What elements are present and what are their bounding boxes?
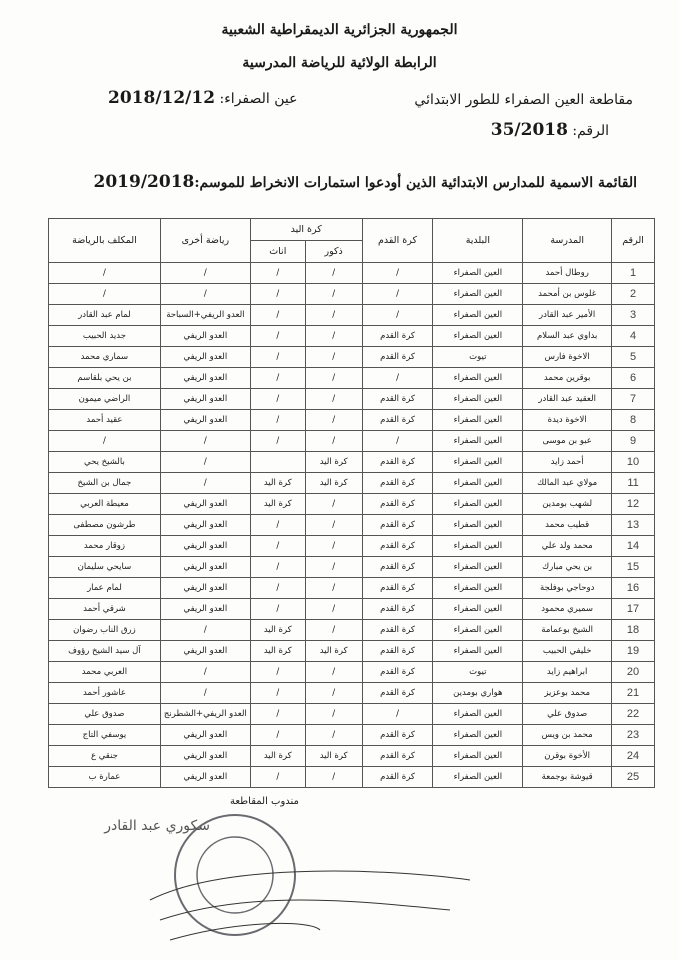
header-commune: البلدية <box>433 219 523 263</box>
cell-football: كرة القدم <box>362 515 433 536</box>
cell-num: 8 <box>612 410 655 431</box>
cell-other-sport: العدو الريفي <box>160 767 250 788</box>
cell-other-sport: / <box>160 284 250 305</box>
cell-commune: تيوت <box>433 347 523 368</box>
cell-commune: العين الصفراء <box>433 578 523 599</box>
cell-sponsor: جديد الحبيب <box>49 326 161 347</box>
header-num: الرقم <box>612 219 655 263</box>
cell-commune: العين الصفراء <box>433 368 523 389</box>
table-row <box>49 725 655 746</box>
cell-num: 12 <box>612 494 655 515</box>
cell-commune: العين الصفراء <box>433 431 523 452</box>
cell-other-sport: / <box>160 431 250 452</box>
table-row <box>49 305 655 326</box>
cell-school: لشهب بومدين <box>523 494 612 515</box>
cell-school: بداوي عبد السلام <box>523 326 612 347</box>
cell-num: 16 <box>612 578 655 599</box>
cell-commune: العين الصفراء <box>433 284 523 305</box>
cell-other-sport: العدو الريفي <box>160 725 250 746</box>
cell-sponsor: عاشور أحمد <box>49 683 161 704</box>
cell-handball-boys: / <box>305 536 362 557</box>
cell-handball-boys: / <box>305 599 362 620</box>
cell-football: كرة القدم <box>362 683 433 704</box>
cell-school: ابراهيم زايد <box>523 662 612 683</box>
cell-handball-boys: / <box>305 683 362 704</box>
cell-handball-boys: / <box>305 704 362 725</box>
cell-commune: العين الصفراء <box>433 515 523 536</box>
cell-school: محمد بوعزيز <box>523 683 612 704</box>
cell-school: بن يحي مبارك <box>523 557 612 578</box>
cell-handball-girls: / <box>250 326 305 347</box>
cell-handball-girls: / <box>250 389 305 410</box>
cell-other-sport: العدو الريفي <box>160 326 250 347</box>
stamp-and-signature <box>104 800 480 950</box>
cell-sponsor: آل سيد الشيخ رؤوف <box>49 641 161 662</box>
cell-football: كرة القدم <box>362 620 433 641</box>
schools-table <box>48 218 655 788</box>
cell-sponsor: / <box>49 431 161 452</box>
cell-football: كرة القدم <box>362 347 433 368</box>
cell-sponsor: الراضي ميمون <box>49 389 161 410</box>
cell-football: كرة القدم <box>362 578 433 599</box>
cell-handball-boys: كرة اليد <box>305 452 362 473</box>
cell-handball-girls: / <box>250 725 305 746</box>
table-row <box>49 746 655 767</box>
cell-sponsor: سماري محمد <box>49 347 161 368</box>
cell-handball-boys: كرة اليد <box>305 473 362 494</box>
table-row <box>49 599 655 620</box>
header-other-sport: رياضة أخرى <box>160 219 250 263</box>
cell-commune: العين الصفراء <box>433 704 523 725</box>
cell-sponsor: جمال بن الشيخ <box>49 473 161 494</box>
cell-handball-boys: / <box>305 389 362 410</box>
cell-handball-boys: / <box>305 284 362 305</box>
cell-other-sport: العدو الريفي <box>160 746 250 767</box>
cell-num: 10 <box>612 452 655 473</box>
cell-handball-girls: كرة اليد <box>250 620 305 641</box>
cell-commune: العين الصفراء <box>433 641 523 662</box>
cell-other-sport: العدو الريفي <box>160 494 250 515</box>
cell-football: كرة القدم <box>362 473 433 494</box>
title-text: القائمة الاسمية للمدارس الابتدائية الذين أودعوا استمارات الانخراط للموسم: <box>194 175 637 191</box>
cell-sponsor: بالشيخ يحي <box>49 452 161 473</box>
place-label: عين الصفراء: <box>219 91 298 107</box>
cell-football: / <box>362 704 433 725</box>
table-row <box>49 767 655 788</box>
cell-handball-boys: / <box>305 326 362 347</box>
cell-handball-boys: / <box>305 368 362 389</box>
cell-other-sport: / <box>160 683 250 704</box>
cell-handball-boys: / <box>305 578 362 599</box>
season: 2019/2018 <box>93 172 195 192</box>
cell-commune: العين الصفراء <box>433 263 523 284</box>
cell-other-sport: العدو الريفي <box>160 557 250 578</box>
cell-other-sport: العدو الريفي <box>160 389 250 410</box>
table-row <box>49 662 655 683</box>
cell-school: عبو بن موسى <box>523 431 612 452</box>
cell-sponsor: لمام عمار <box>49 578 161 599</box>
cell-num: 5 <box>612 347 655 368</box>
table-row <box>49 620 655 641</box>
document-title <box>94 172 637 192</box>
cell-handball-boys: / <box>305 263 362 284</box>
cell-football: كرة القدم <box>362 452 433 473</box>
cell-handball-boys: / <box>305 494 362 515</box>
district-line: مقاطعة العين الصفراء للطور الابتدائي <box>414 92 633 108</box>
cell-handball-girls: / <box>250 599 305 620</box>
cell-handball-boys: / <box>305 431 362 452</box>
cell-sponsor: معيطة العربي <box>49 494 161 515</box>
table-row <box>49 515 655 536</box>
cell-handball-girls: كرة اليد <box>250 746 305 767</box>
cell-num: 14 <box>612 536 655 557</box>
header-sponsor: المكلف بالرياضة <box>49 219 161 263</box>
cell-sponsor: جنقي ع <box>49 746 161 767</box>
cell-handball-girls: / <box>250 683 305 704</box>
cell-football: كرة القدم <box>362 557 433 578</box>
cell-other-sport: / <box>160 620 250 641</box>
cell-num: 18 <box>612 620 655 641</box>
cell-handball-girls: / <box>250 704 305 725</box>
cell-school: دوحاجي بوفلجة <box>523 578 612 599</box>
cell-football: كرة القدم <box>362 410 433 431</box>
cell-other-sport: / <box>160 662 250 683</box>
cell-football: كرة القدم <box>362 662 433 683</box>
cell-commune: تيوت <box>433 662 523 683</box>
cell-num: 17 <box>612 599 655 620</box>
cell-num: 24 <box>612 746 655 767</box>
cell-commune: العين الصفراء <box>433 494 523 515</box>
cell-sponsor: / <box>49 284 161 305</box>
cell-football: كرة القدم <box>362 599 433 620</box>
cell-sponsor: زوقار محمد <box>49 536 161 557</box>
table-row <box>49 452 655 473</box>
cell-commune: العين الصفراء <box>433 620 523 641</box>
header-girls: اناث <box>250 241 305 263</box>
cell-other-sport: العدو الريفي <box>160 641 250 662</box>
cell-commune: العين الصفراء <box>433 410 523 431</box>
cell-handball-girls: / <box>250 767 305 788</box>
cell-handball-girls: / <box>250 557 305 578</box>
table-row <box>49 473 655 494</box>
cell-num: 3 <box>612 305 655 326</box>
cell-other-sport: / <box>160 473 250 494</box>
table-row <box>49 536 655 557</box>
cell-sponsor: طرشون مصطفى <box>49 515 161 536</box>
table-row <box>49 557 655 578</box>
cell-handball-girls: / <box>250 410 305 431</box>
cell-sponsor: / <box>49 263 161 284</box>
cell-handball-girls: / <box>250 536 305 557</box>
cell-other-sport: العدو الريفي <box>160 599 250 620</box>
cell-football: كرة القدم <box>362 746 433 767</box>
cell-num: 22 <box>612 704 655 725</box>
republic-heading: الجمهورية الجزائرية الديمقراطية الشعبية <box>221 22 458 38</box>
cell-school: أحمد زايد <box>523 452 612 473</box>
ref-value: 35/2018 <box>490 120 568 140</box>
header-boys: ذكور <box>305 241 362 263</box>
cell-school: بوقرين محمد <box>523 368 612 389</box>
place-date <box>108 88 297 108</box>
cell-sponsor: عقيد أحمد <box>49 410 161 431</box>
league-heading: الرابطة الولائية للرياضة المدرسية <box>242 55 437 71</box>
cell-num: 11 <box>612 473 655 494</box>
cell-football: كرة القدم <box>362 641 433 662</box>
cell-commune: العين الصفراء <box>433 746 523 767</box>
table-row <box>49 347 655 368</box>
cell-handball-girls: كرة اليد <box>250 641 305 662</box>
cell-handball-girls <box>250 452 305 473</box>
cell-other-sport: العدو الريفي <box>160 578 250 599</box>
cell-sponsor: شرقي أحمد <box>49 599 161 620</box>
cell-football: / <box>362 431 433 452</box>
table-row <box>49 389 655 410</box>
cell-handball-girls: / <box>250 515 305 536</box>
cell-handball-boys: / <box>305 662 362 683</box>
cell-commune: العين الصفراء <box>433 557 523 578</box>
cell-football: / <box>362 284 433 305</box>
cell-sponsor: لمام عبد القادر <box>49 305 161 326</box>
table-row <box>49 641 655 662</box>
cell-handball-boys: / <box>305 410 362 431</box>
cell-commune: العين الصفراء <box>433 767 523 788</box>
cell-handball-girls: / <box>250 284 305 305</box>
cell-commune: العين الصفراء <box>433 305 523 326</box>
cell-football: كرة القدم <box>362 767 433 788</box>
cell-commune: العين الصفراء <box>433 326 523 347</box>
cell-num: 7 <box>612 389 655 410</box>
cell-football: كرة القدم <box>362 494 433 515</box>
cell-school: الاخوة ديدة <box>523 410 612 431</box>
cell-num: 13 <box>612 515 655 536</box>
cell-other-sport: العدو الريفي <box>160 347 250 368</box>
cell-handball-girls: / <box>250 578 305 599</box>
cell-other-sport: العدو الريفي <box>160 515 250 536</box>
cell-school: الاخوة فارس <box>523 347 612 368</box>
cell-school: الأمير عبد القادر <box>523 305 612 326</box>
cell-school: قطيب محمد <box>523 515 612 536</box>
cell-commune: العين الصفراء <box>433 725 523 746</box>
cell-school: الشيخ بوعمامة <box>523 620 612 641</box>
cell-commune: العين الصفراء <box>433 536 523 557</box>
header-football: كرة القدم <box>362 219 433 263</box>
cell-football: / <box>362 263 433 284</box>
cell-sponsor: عمارة ب <box>49 767 161 788</box>
header-school: المدرسة <box>523 219 612 263</box>
cell-handball-boys: / <box>305 347 362 368</box>
table-row <box>49 326 655 347</box>
table-row <box>49 494 655 515</box>
cell-other-sport: العدو الريفي+السباحة <box>160 305 250 326</box>
cell-handball-boys: / <box>305 515 362 536</box>
table-row <box>49 431 655 452</box>
cell-handball-girls: / <box>250 263 305 284</box>
cell-handball-boys: / <box>305 620 362 641</box>
cell-num: 6 <box>612 368 655 389</box>
cell-school: غلوس بن أمحمد <box>523 284 612 305</box>
cell-sponsor: سايحي سليمان <box>49 557 161 578</box>
cell-num: 1 <box>612 263 655 284</box>
cell-other-sport: العدو الريفي <box>160 368 250 389</box>
cell-handball-boys: كرة اليد <box>305 746 362 767</box>
cell-handball-boys: / <box>305 305 362 326</box>
cell-football: كرة القدم <box>362 326 433 347</box>
cell-other-sport: العدو الريفي+الشطرنج <box>160 704 250 725</box>
reference-number <box>491 120 609 140</box>
cell-sponsor: صدوق علي <box>49 704 161 725</box>
table-row <box>49 578 655 599</box>
cell-commune: العين الصفراء <box>433 473 523 494</box>
cell-commune: العين الصفراء <box>433 599 523 620</box>
cell-sponsor: زرق الناب رضوان <box>49 620 161 641</box>
cell-handball-girls: كرة اليد <box>250 494 305 515</box>
ref-label: الرقم: <box>572 123 609 139</box>
cell-num: 19 <box>612 641 655 662</box>
table-row <box>49 704 655 725</box>
date: 2018/12/12 <box>108 88 216 108</box>
header-handball: كرة اليد <box>250 219 362 241</box>
table-row <box>49 263 655 284</box>
table-row <box>49 683 655 704</box>
cell-handball-boys: / <box>305 557 362 578</box>
cell-commune: هواري بومدين <box>433 683 523 704</box>
cell-handball-girls: / <box>250 431 305 452</box>
cell-handball-girls: / <box>250 305 305 326</box>
cell-other-sport: العدو الريفي <box>160 410 250 431</box>
cell-handball-boys: كرة اليد <box>305 641 362 662</box>
cell-handball-boys: / <box>305 767 362 788</box>
cell-num: 4 <box>612 326 655 347</box>
cell-num: 20 <box>612 662 655 683</box>
cell-handball-boys: / <box>305 725 362 746</box>
cell-num: 9 <box>612 431 655 452</box>
table-row <box>49 284 655 305</box>
cell-handball-girls: / <box>250 347 305 368</box>
cell-school: محمد ولد علي <box>523 536 612 557</box>
cell-sponsor: يوسفي التاج <box>49 725 161 746</box>
cell-football: / <box>362 305 433 326</box>
cell-handball-girls: / <box>250 662 305 683</box>
cell-school: روطال أحمد <box>523 263 612 284</box>
cell-num: 2 <box>612 284 655 305</box>
cell-other-sport: / <box>160 263 250 284</box>
cell-num: 25 <box>612 767 655 788</box>
cell-num: 21 <box>612 683 655 704</box>
cell-football: / <box>362 368 433 389</box>
cell-school: صدوق علي <box>523 704 612 725</box>
cell-sponsor: العربي محمد <box>49 662 161 683</box>
cell-commune: العين الصفراء <box>433 452 523 473</box>
cell-handball-girls: / <box>250 368 305 389</box>
cell-num: 15 <box>612 557 655 578</box>
cell-school: سميري محمود <box>523 599 612 620</box>
cell-sponsor: بن يحي بلقاسم <box>49 368 161 389</box>
cell-school: خليفي الحبيب <box>523 641 612 662</box>
cell-other-sport: العدو الريفي <box>160 536 250 557</box>
cell-football: كرة القدم <box>362 536 433 557</box>
svg-text:سكوري عبد القادر: سكوري عبد القادر <box>104 818 210 834</box>
table-row <box>49 368 655 389</box>
signatory-label: مندوب المقاطعة <box>230 796 299 807</box>
table-row <box>49 410 655 431</box>
cell-handball-girls: كرة اليد <box>250 473 305 494</box>
cell-school: العقيد عبد القادر <box>523 389 612 410</box>
cell-school: مولاي عبد المالك <box>523 473 612 494</box>
cell-school: قيوشة بوجمعة <box>523 767 612 788</box>
cell-school: محمد بن ويس <box>523 725 612 746</box>
cell-football: كرة القدم <box>362 725 433 746</box>
cell-commune: العين الصفراء <box>433 389 523 410</box>
cell-other-sport: / <box>160 452 250 473</box>
cell-football: كرة القدم <box>362 389 433 410</box>
cell-school: الأخوة بوقرن <box>523 746 612 767</box>
cell-num: 23 <box>612 725 655 746</box>
